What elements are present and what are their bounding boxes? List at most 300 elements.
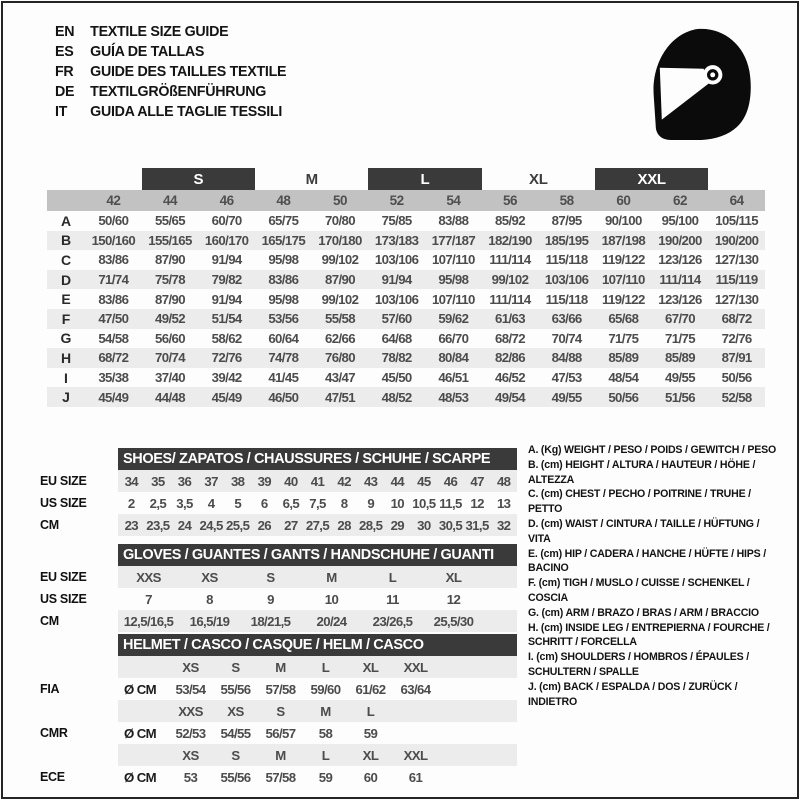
size-cell: 95/98 <box>268 291 299 307</box>
helmet-size-section <box>40 634 517 788</box>
row-letter: E <box>61 291 71 308</box>
gloves-value-strip <box>118 588 517 610</box>
helmet-size-cell: 61 <box>408 769 423 785</box>
helmet-section-title: HELMET / CASCO / CASQUE / HELM / CASCO <box>118 634 517 656</box>
size-cell: 95/98 <box>438 272 469 288</box>
size-cell: 57/60 <box>381 311 412 327</box>
size-cell: 107/110 <box>431 291 475 307</box>
size-cell: 107/110 <box>431 252 475 268</box>
size-cell: 95/98 <box>268 252 299 268</box>
size-cell: 56/60 <box>154 330 185 346</box>
helmet-size-cell: 55/56 <box>220 681 251 697</box>
size-cell: 67/70 <box>664 311 695 327</box>
language-row <box>55 21 286 41</box>
shoes-size-cell: 2 <box>127 495 135 511</box>
row-label: CM <box>40 614 59 628</box>
helmet-value-strip <box>118 744 517 766</box>
size-cell: 60/70 <box>211 213 242 229</box>
language-label: TEXTILGRÖßENFÜHRUNG <box>90 82 267 100</box>
table-row-h <box>47 348 765 368</box>
size-cell: 49/52 <box>154 311 185 327</box>
size-cell: 173/183 <box>374 232 419 248</box>
row-letter: I <box>64 369 68 386</box>
size-cell: 37/40 <box>154 370 185 386</box>
helmet-rows <box>40 656 517 788</box>
size-cell: 44/48 <box>154 389 185 405</box>
shoes-size-cell: 6 <box>260 495 268 511</box>
helmet-size-cell: 53/54 <box>175 681 206 697</box>
helmet-size-cell: 60 <box>363 769 378 785</box>
size-column-header: 46 <box>219 193 234 208</box>
shoes-size-cell: 2,5 <box>149 495 167 511</box>
size-cell: 165/175 <box>261 232 306 248</box>
size-cell: 47/50 <box>98 311 129 327</box>
language-row <box>55 81 286 101</box>
size-cell: 87/90 <box>154 291 185 307</box>
size-cell: 43/47 <box>324 370 355 386</box>
row-label: EU SIZE <box>40 474 87 488</box>
language-row <box>55 41 286 61</box>
gloves-value-strip <box>118 610 517 632</box>
shoes-size-cell: 23,5 <box>146 517 170 533</box>
size-cell: 46/52 <box>494 370 525 386</box>
table-row-a <box>47 211 765 231</box>
size-cell: 49/55 <box>551 389 582 405</box>
size-cell: 39/42 <box>211 370 242 386</box>
size-cell: 99/102 <box>491 272 529 288</box>
helmet-size-cell: 57/58 <box>265 681 296 697</box>
size-column-header: 50 <box>332 193 347 208</box>
size-cell: 72/76 <box>721 330 752 346</box>
legend-item: G. (cm) ARM / BRAZO / BRAS / ARM / BRACCIO <box>528 606 759 619</box>
language-code: ES <box>55 42 74 60</box>
size-cell: 82/86 <box>494 350 525 366</box>
size-cell: 45/49 <box>98 389 129 405</box>
shoes-size-cell: 41 <box>310 473 325 489</box>
shoes-size-cell: 24,5 <box>199 517 223 533</box>
gloves-size-cell: 16,5/19 <box>189 613 230 629</box>
helmet-size-cell: 52/53 <box>175 725 206 741</box>
size-cell: 58/62 <box>211 330 242 346</box>
shoes-size-cell: 36 <box>177 473 192 489</box>
shoes-size-cell: 46 <box>443 473 458 489</box>
shoes-rows <box>40 470 517 536</box>
gloves-section-title: GLOVES / GUANTES / GANTS / HANDSCHUHE / GUANTI <box>118 544 517 566</box>
size-column-header: 62 <box>672 193 687 208</box>
size-cell: 68/72 <box>494 330 525 346</box>
helmet-size-cell: 59 <box>363 725 378 741</box>
size-cell: 119/122 <box>601 252 645 268</box>
row-letter: B <box>60 232 72 249</box>
standard-label <box>40 700 118 722</box>
gloves-size-cell: 11 <box>386 591 399 607</box>
size-cell: 111/114 <box>489 291 531 307</box>
gloves-size-cell: 25,5/30 <box>433 613 474 629</box>
row-label: EU SIZE <box>40 570 87 584</box>
size-cell: 91/94 <box>381 272 412 288</box>
shoes-size-cell: 23 <box>124 517 139 533</box>
size-cell: 91/94 <box>211 252 242 268</box>
row-letter: F <box>61 310 71 327</box>
helmet-sizes-row <box>40 700 517 722</box>
language-code: DE <box>55 82 75 100</box>
size-cell: 48/52 <box>381 389 412 405</box>
size-cell: 185/195 <box>544 232 589 248</box>
size-cell: 71/75 <box>608 330 639 346</box>
row-letter: D <box>60 271 72 288</box>
size-cell: 50/56 <box>608 389 639 405</box>
size-cell: 51/54 <box>211 311 242 327</box>
size-cell: 99/102 <box>321 291 359 307</box>
gloves-size-cell: 23/26,5 <box>372 613 413 629</box>
size-cell: 187/198 <box>601 232 646 248</box>
helmet-cmr-row <box>40 722 517 744</box>
size-cell: 115/118 <box>545 252 588 268</box>
helmet-size-header: L <box>321 659 330 675</box>
diameter-unit-label: Ø CM <box>124 725 157 741</box>
size-cell: 95/100 <box>661 213 699 229</box>
size-cell: 65/68 <box>608 311 639 327</box>
helmet-size-header: L <box>321 747 330 763</box>
gloves-row <box>40 566 517 588</box>
diameter-unit-label: Ø CM <box>124 681 157 697</box>
shoes-size-cell: 3,5 <box>176 495 193 511</box>
shoes-row <box>40 514 517 536</box>
gloves-rows <box>40 566 517 632</box>
helmet-size-header: XXS <box>178 703 203 719</box>
gloves-size-cell: 18/21,5 <box>250 613 291 629</box>
size-cell: 91/94 <box>211 291 242 307</box>
standard-label: FIA <box>40 682 60 696</box>
size-cell: 182/190 <box>488 232 532 248</box>
language-code: FR <box>55 62 74 80</box>
standard-label <box>40 656 118 678</box>
size-cell: 170/180 <box>318 232 362 248</box>
size-cell: 63/66 <box>551 311 582 327</box>
helmet-size-cell: 53 <box>183 769 198 785</box>
size-band-xxl: XXL <box>595 168 708 190</box>
helmet-size-cell: 61/62 <box>355 681 386 697</box>
gloves-size-cell: L <box>388 569 397 585</box>
shoes-size-cell: 31,5 <box>465 517 489 533</box>
size-cell: 71/75 <box>664 330 695 346</box>
gloves-size-cell: 12,5/16,5 <box>123 613 174 629</box>
helmet-size-header: XS <box>182 747 199 763</box>
size-cell: 50/60 <box>98 213 129 229</box>
legend-item: H. (cm) INSIDE LEG / ENTREPIERNA / FOURCHE / SCHRITT / FORCELLA <box>528 621 770 649</box>
shoes-size-cell: 10,5 <box>412 495 436 511</box>
standard-label: CMR <box>40 726 68 740</box>
shoes-size-cell: 27,5 <box>305 517 330 533</box>
shoes-value-strip <box>118 514 517 536</box>
title-language-block <box>55 21 286 121</box>
helmet-value-strip <box>118 678 517 700</box>
textile-size-table <box>47 168 765 407</box>
size-cell: 70/74 <box>551 330 582 346</box>
diameter-unit-label: Ø CM <box>124 769 157 785</box>
size-cell: 45/50 <box>381 370 412 386</box>
shoes-size-cell: 47 <box>470 473 484 489</box>
helmet-size-header: L <box>366 703 375 719</box>
row-label: CM <box>40 518 59 532</box>
helmet-value-strip <box>118 766 517 788</box>
shoes-row <box>40 470 517 492</box>
gloves-size-cell: 20/24 <box>316 613 347 629</box>
size-cell: 85/89 <box>608 350 639 366</box>
row-letter: J <box>62 389 70 406</box>
size-cell: 68/72 <box>98 350 129 366</box>
size-cell: 87/90 <box>324 272 355 288</box>
size-cell: 87/90 <box>154 252 185 268</box>
size-cell: 103/106 <box>544 272 589 288</box>
size-column-header: 60 <box>616 193 631 208</box>
size-cell: 48/54 <box>608 370 639 386</box>
shoes-size-cell: 8 <box>340 495 348 511</box>
legend-item: J. (cm) BACK / ESPALDA / DOS / ZURÜCK / INDIETRO <box>528 680 738 708</box>
shoes-size-cell: 5 <box>234 495 242 511</box>
shoes-size-cell: 24 <box>177 517 192 533</box>
gloves-size-cell: S <box>266 569 275 585</box>
size-band-m: M <box>305 170 318 188</box>
shoes-size-cell: 45 <box>417 473 431 489</box>
size-cell: 45/49 <box>211 389 242 405</box>
size-cell: 61/63 <box>494 311 525 327</box>
size-cell: 127/130 <box>714 291 759 307</box>
helmet-size-header: M <box>320 703 331 719</box>
size-cell: 62/66 <box>324 330 355 346</box>
size-cell: 54/58 <box>98 330 129 346</box>
size-cell: 107/110 <box>601 272 645 288</box>
gloves-row <box>40 588 517 610</box>
shoes-size-cell: 10 <box>390 495 405 511</box>
gloves-size-cell: M <box>326 569 337 585</box>
shoes-size-cell: 34 <box>124 473 139 489</box>
shoes-size-cell: 43 <box>363 473 378 489</box>
size-cell: 83/86 <box>98 252 129 268</box>
helmet-size-header: XL <box>362 659 379 675</box>
size-cell: 85/89 <box>664 350 695 366</box>
size-cell: 111/114 <box>489 252 531 268</box>
size-cell: 66/70 <box>438 330 469 346</box>
size-cell: 50/56 <box>721 370 752 386</box>
table-row-c <box>47 250 765 270</box>
size-cell: 49/54 <box>494 389 525 405</box>
size-cell: 35/38 <box>98 370 129 386</box>
shoes-size-cell: 28 <box>337 517 351 533</box>
size-cell: 90/100 <box>604 213 642 229</box>
size-cell: 68/72 <box>721 311 752 327</box>
shoes-size-cell: 40 <box>284 473 298 489</box>
size-cell: 160/170 <box>204 232 249 248</box>
helmet-size-cell: 56/57 <box>265 725 296 741</box>
helmet-value-strip <box>118 722 517 744</box>
size-column-header: 58 <box>559 193 574 208</box>
helmet-size-header: M <box>275 659 286 675</box>
size-cell: 80/84 <box>438 350 469 366</box>
size-cell: 177/187 <box>431 232 476 248</box>
gloves-size-cell: 8 <box>206 591 213 607</box>
size-cell: 83/86 <box>268 272 299 288</box>
language-code: IT <box>55 102 68 120</box>
legend-item: C. (cm) CHEST / PECHO / POITRINE / TRUHE / PETTO <box>528 488 751 516</box>
helmet-size-header: XS <box>227 703 244 719</box>
size-cell: 72/76 <box>211 350 242 366</box>
size-column-header: 56 <box>502 193 517 208</box>
size-cell: 46/51 <box>438 370 469 386</box>
size-band-l: L <box>368 168 481 190</box>
size-cell: 87/95 <box>551 213 582 229</box>
language-label: GUIDE DES TAILLES TEXTILE <box>90 62 287 80</box>
size-cell: 190/200 <box>714 232 759 248</box>
shoes-size-cell: 44 <box>390 473 405 489</box>
helmet-size-cell: 57/58 <box>265 769 296 785</box>
size-cell: 64/68 <box>381 330 412 346</box>
size-column-header: 64 <box>729 193 744 208</box>
size-cell: 119/122 <box>601 291 645 307</box>
shoes-section-title: SHOES/ ZAPATOS / CHAUSSURES / SCHUHE / SCARPE <box>118 448 517 470</box>
size-cell: 49/55 <box>664 370 695 386</box>
size-cell: 70/74 <box>154 350 185 366</box>
measurement-legend <box>528 443 784 709</box>
size-cell: 115/119 <box>715 272 758 288</box>
table-row-e <box>47 289 765 309</box>
table-row-d <box>47 270 765 290</box>
size-cell: 105/115 <box>715 213 759 229</box>
gloves-size-cell: XS <box>201 569 218 585</box>
size-cell: 46/50 <box>268 389 299 405</box>
helmet-size-cell: 63/64 <box>400 681 431 697</box>
helmet-value-strip <box>118 656 517 678</box>
gloves-size-cell: XL <box>445 569 462 585</box>
shoes-size-cell: 25,5 <box>226 517 250 533</box>
size-cell: 55/65 <box>154 213 185 229</box>
shoes-size-cell: 42 <box>337 473 351 489</box>
row-label: US SIZE <box>40 496 87 510</box>
gloves-value-strip <box>118 566 517 588</box>
size-cell: 51/56 <box>664 389 695 405</box>
language-label: GUIDA ALLE TAGLIE TESSILI <box>90 102 283 120</box>
shoes-size-cell: 27 <box>284 517 298 533</box>
size-cell: 52/58 <box>721 389 752 405</box>
gloves-row <box>40 610 517 632</box>
table-row-f <box>47 309 765 329</box>
helmet-icon <box>648 26 754 142</box>
helmet-value-strip <box>118 700 517 722</box>
helmet-sizes-row <box>40 656 517 678</box>
size-column-header: 54 <box>446 193 461 208</box>
row-label: US SIZE <box>40 592 87 606</box>
size-cell: 60/64 <box>268 330 299 346</box>
shoes-size-cell: 30 <box>417 517 431 533</box>
legend-item: D. (cm) WAIST / CINTURA / TAILLE / HÜFTUNG / VITA <box>528 517 760 545</box>
shoes-row <box>40 492 517 514</box>
size-column-header: 48 <box>276 193 291 208</box>
size-cell: 83/88 <box>438 213 469 229</box>
shoes-size-cell: 39 <box>257 473 272 489</box>
shoes-size-cell: 29 <box>390 517 405 533</box>
size-band-xl: XL <box>529 170 548 188</box>
helmet-size-cell: 55/56 <box>220 769 251 785</box>
shoes-size-cell: 37 <box>204 473 218 489</box>
helmet-size-cell: 58 <box>318 725 333 741</box>
helmet-size-cell: 54/55 <box>220 725 251 741</box>
gloves-size-section <box>40 544 517 632</box>
size-cell: 87/91 <box>721 350 752 366</box>
shoes-size-cell: 13 <box>496 495 511 511</box>
row-letter: C <box>60 251 72 268</box>
measurement-rows <box>47 211 765 407</box>
shoes-size-cell: 30,5 <box>438 517 463 533</box>
helmet-size-cell: 59 <box>318 769 333 785</box>
size-cell: 84/88 <box>551 350 582 366</box>
size-cell: 111/114 <box>659 272 701 288</box>
standard-label: ECE <box>40 770 65 784</box>
helmet-size-header: XL <box>362 747 379 763</box>
helmet-sizes-row <box>40 744 517 766</box>
legend-item: A. (Kg) WEIGHT / PESO / POIDS / GEWITCH / PESO <box>528 444 777 456</box>
size-cell: 70/80 <box>324 213 355 229</box>
shoes-value-strip <box>118 492 517 514</box>
size-cell: 78/82 <box>381 350 412 366</box>
shoes-size-cell: 12 <box>470 495 484 511</box>
shoes-size-cell: 28,5 <box>359 517 383 533</box>
gloves-size-cell: 9 <box>267 591 274 607</box>
helmet-size-header: S <box>276 703 285 719</box>
language-label: TEXTILE SIZE GUIDE <box>90 22 229 40</box>
shoes-size-cell: 35 <box>151 473 165 489</box>
size-cell: 47/53 <box>551 370 582 386</box>
helmet-size-header: XXL <box>403 747 428 763</box>
shoes-size-cell: 7,5 <box>309 495 326 511</box>
shoes-value-strip <box>118 470 517 492</box>
size-band-row <box>47 168 765 190</box>
size-cell: 103/106 <box>374 252 419 268</box>
size-number-header-row <box>47 190 765 211</box>
size-column-header: 44 <box>162 193 177 208</box>
size-cell: 75/85 <box>381 213 412 229</box>
language-code: EN <box>55 22 75 40</box>
shoes-size-cell: 38 <box>230 473 245 489</box>
size-column-header: 52 <box>389 193 404 208</box>
helmet-size-cell: 59/60 <box>310 681 341 697</box>
size-band-s: S <box>142 168 255 190</box>
size-cell: 48/53 <box>438 389 469 405</box>
table-row-b <box>47 231 765 251</box>
helmet-size-header: XXL <box>403 659 428 675</box>
helmet-size-header: S <box>231 747 240 763</box>
shoes-size-cell: 26 <box>257 517 272 533</box>
language-label: GUÍA DE TALLAS <box>90 42 205 60</box>
shoes-size-cell: 32 <box>496 517 511 533</box>
shoes-size-cell: 48 <box>496 473 511 489</box>
helmet-size-header: S <box>231 659 240 675</box>
size-cell: 83/86 <box>98 291 129 307</box>
shoes-size-section <box>40 448 517 536</box>
language-row <box>55 101 286 121</box>
gloves-size-cell: XXS <box>136 569 161 585</box>
language-row <box>55 61 286 81</box>
row-letter: A <box>60 212 72 229</box>
size-cell: 53/56 <box>268 311 299 327</box>
size-column-header: 42 <box>106 193 121 208</box>
table-row-i <box>47 368 765 388</box>
size-cell: 59/62 <box>438 311 469 327</box>
size-cell: 85/92 <box>494 213 525 229</box>
size-cell: 190/200 <box>658 232 702 248</box>
legend-item: F. (cm) TIGH / MUSLO / CUISSE / SCHENKEL / COSCIA <box>528 577 750 604</box>
size-cell: 41/45 <box>268 370 299 386</box>
helmet-size-header: M <box>275 747 286 763</box>
